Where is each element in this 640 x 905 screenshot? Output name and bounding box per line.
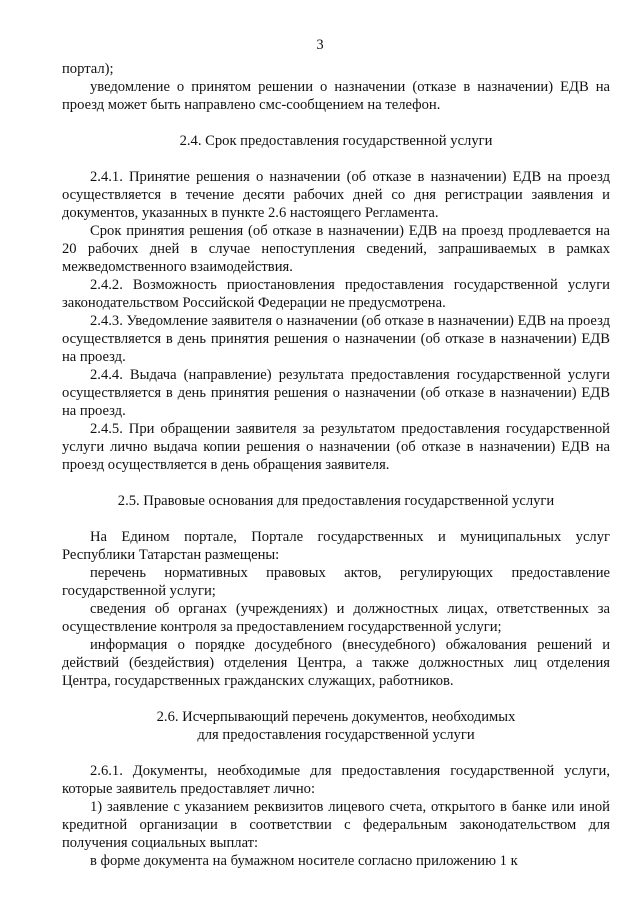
- paragraph: в форме документа на бумажном носителе согласно приложению 1 к: [90, 853, 518, 869]
- paragraph-2-4-3: 2.4.3. Уведомление заявителя о назначении (об отказе в назначении) ЕДВ на проезд осуществляется в день принятия решения о назначении (об отказе в назначении) ЕДВ на проезд.: [62, 313, 610, 365]
- paragraph: Срок принятия решения (об отказе в назначении) ЕДВ на проезд продлевается на 20 рабочих дней в случае непоступления сведений, запрашиваемых в рамках межведомственного взаимодействия.: [62, 223, 610, 275]
- paragraph-2-4-2: 2.4.2. Возможность приостановления предоставления государственной услуги законодательством Российской Федерации не предусмотрена.: [62, 277, 610, 311]
- section-heading-2-6: [62, 708, 610, 744]
- paragraph-2-6-1: 2.6.1. Документы, необходимые для предоставления государственной услуги, которые заявитель предоставляет лично:: [62, 763, 610, 797]
- heading-line: 2.6. Исчерпывающий перечень документов, необходимых: [156, 709, 516, 725]
- paragraph: портал);: [62, 61, 114, 77]
- paragraph: уведомление о принятом решении о назначении (отказе в назначении) ЕДВ на проезд может быть направлено смс-сообщением на телефон.: [62, 79, 610, 113]
- heading-line: для предоставления государственной услуги: [197, 727, 475, 743]
- paragraph-2-4-1: 2.4.1. Принятие решения о назначении (об отказе в назначении) ЕДВ на проезд осуществляется в течение десяти рабочих дней со дня регистрации заявления и документов, указанных в пункте 2.6 настоящего Регламента.: [62, 169, 610, 221]
- paragraph-2-4-4: 2.4.4. Выдача (направление) результата предоставления государственной услуги осуществляется в день принятия решения о назначении (об отказе в назначении) ЕДВ на проезд.: [62, 367, 610, 419]
- paragraph: перечень нормативных правовых актов, регулирующих предоставление государственной услуги;: [62, 565, 610, 599]
- paragraph: 1) заявление с указанием реквизитов лицевого счета, открытого в банке или иной кредитной организации в соответствии с федеральным законодательством для получения социальных выплат:: [62, 799, 610, 851]
- paragraph: На Едином портале, Портале государственных и муниципальных услуг Республики Татарстан размещены:: [62, 529, 610, 563]
- paragraph: информация о порядке досудебного (внесудебного) обжалования решений и действий (бездействия) отделения Центра, а также должностных лиц отделения Центра, государственных гражданских служащих, работников.: [62, 637, 610, 689]
- page-number: 3: [316, 37, 324, 53]
- paragraph: сведения об органах (учреждениях) и должностных лицах, ответственных за осуществление контроля за предоставлением государственной услуги;: [62, 601, 610, 635]
- section-heading-2-5: 2.5. Правовые основания для предоставления государственной услуги: [117, 493, 555, 509]
- paragraph-2-4-5: 2.4.5. При обращении заявителя за результатом предоставления государственной услуги лично выдача копии решения о назначении (об отказе в назначении) ЕДВ на проезд осуществляется в день обращения заявителя.: [62, 421, 610, 473]
- document-body: [62, 60, 610, 870]
- section-heading-2-4: 2.4. Срок предоставления государственной услуги: [179, 133, 493, 149]
